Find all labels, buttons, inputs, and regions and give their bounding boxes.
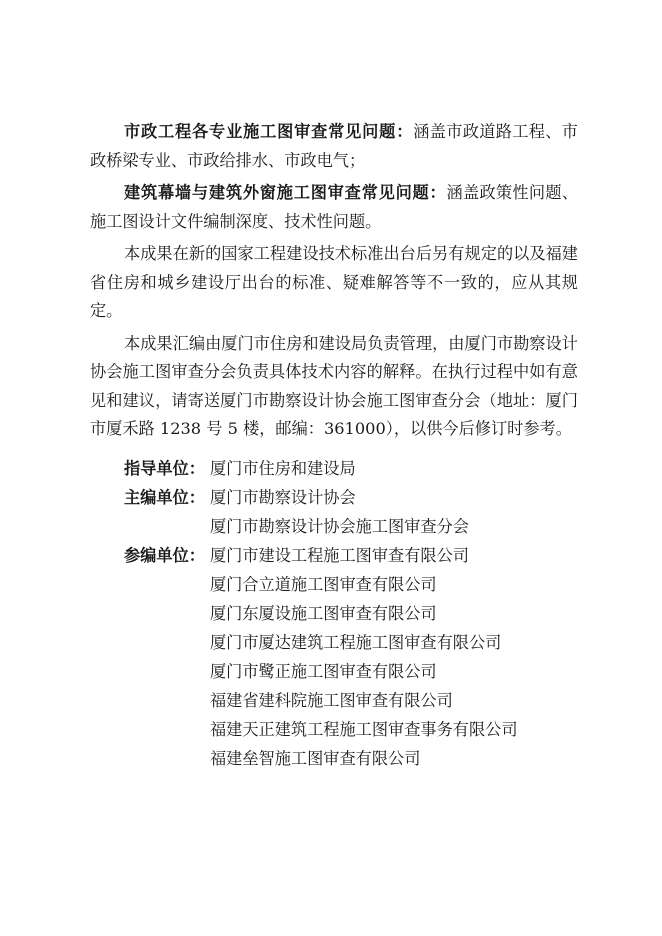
chief-unit-values	[210, 483, 469, 541]
paragraph-text: 本成果汇编由厦门市住房和建设局负责管理，由厦门市勘察设计协会施工图审查分会负责具体技术内容的解释。在执行过程中如有意见和建议，请寄送厦门市勘察设计协会施工图审查分会（地址：厦门市厦禾路 1238 号 5 楼，邮编：361000），以供今后修订时参考。	[90, 333, 578, 438]
participant-units-values	[210, 541, 518, 773]
chief-unit-row	[90, 483, 578, 541]
guide-unit-values	[210, 454, 356, 483]
chief-unit-value: 厦门市勘察设计协会施工图审查分会	[210, 516, 469, 536]
participant-units-label: 参编单位：	[124, 545, 205, 565]
paragraph-standards-precedence	[90, 240, 578, 326]
paragraph-lead: 市政工程各专业施工图审查常见问题：	[124, 122, 414, 141]
guide-unit-row	[90, 454, 578, 483]
participant-units-row	[90, 541, 578, 773]
participant-unit-value: 厦门市建设工程施工图审查有限公司	[210, 545, 469, 565]
participant-unit-value: 厦门东厦设施工图审查有限公司	[210, 603, 437, 623]
guide-unit-value: 厦门市住房和建设局	[210, 458, 356, 478]
paragraph-lead: 建筑幕墙与建筑外窗施工图审查常见问题：	[124, 183, 447, 202]
chief-unit-label: 主编单位：	[124, 487, 205, 507]
paragraph-municipal-issues	[90, 118, 578, 175]
paragraph-text: 涵盖市政道路工程、市政桥梁专业、市政给排水、市政电气；	[90, 122, 578, 170]
participant-unit-value: 厦门市厦达建筑工程施工图审查有限公司	[210, 632, 502, 652]
participant-unit-value: 厦门市鹭正施工图审查有限公司	[210, 661, 437, 681]
paragraph-curtain-wall-issues	[90, 179, 578, 236]
guide-unit-label: 指导单位：	[124, 458, 205, 478]
paragraph-management-contact	[90, 330, 578, 444]
paragraph-text: 涵盖政策性问题、施工图设计文件编制深度、技术性问题。	[90, 183, 579, 231]
participant-unit-value: 福建省建科院施工图审查有限公司	[210, 690, 453, 710]
participant-unit-value: 厦门合立道施工图审查有限公司	[210, 574, 437, 594]
paragraph-text: 本成果在新的国家工程建设技术标准出台后另有规定的以及福建省住房和城乡建设厅出台的标准、疑难解答等不一致的，应从其规定。	[90, 244, 578, 320]
units-list	[90, 454, 578, 773]
chief-unit-value: 厦门市勘察设计协会	[210, 487, 356, 507]
participant-unit-value: 福建天正建筑工程施工图审查事务有限公司	[210, 719, 518, 739]
participant-unit-value: 福建垒智施工图审查有限公司	[210, 748, 421, 768]
